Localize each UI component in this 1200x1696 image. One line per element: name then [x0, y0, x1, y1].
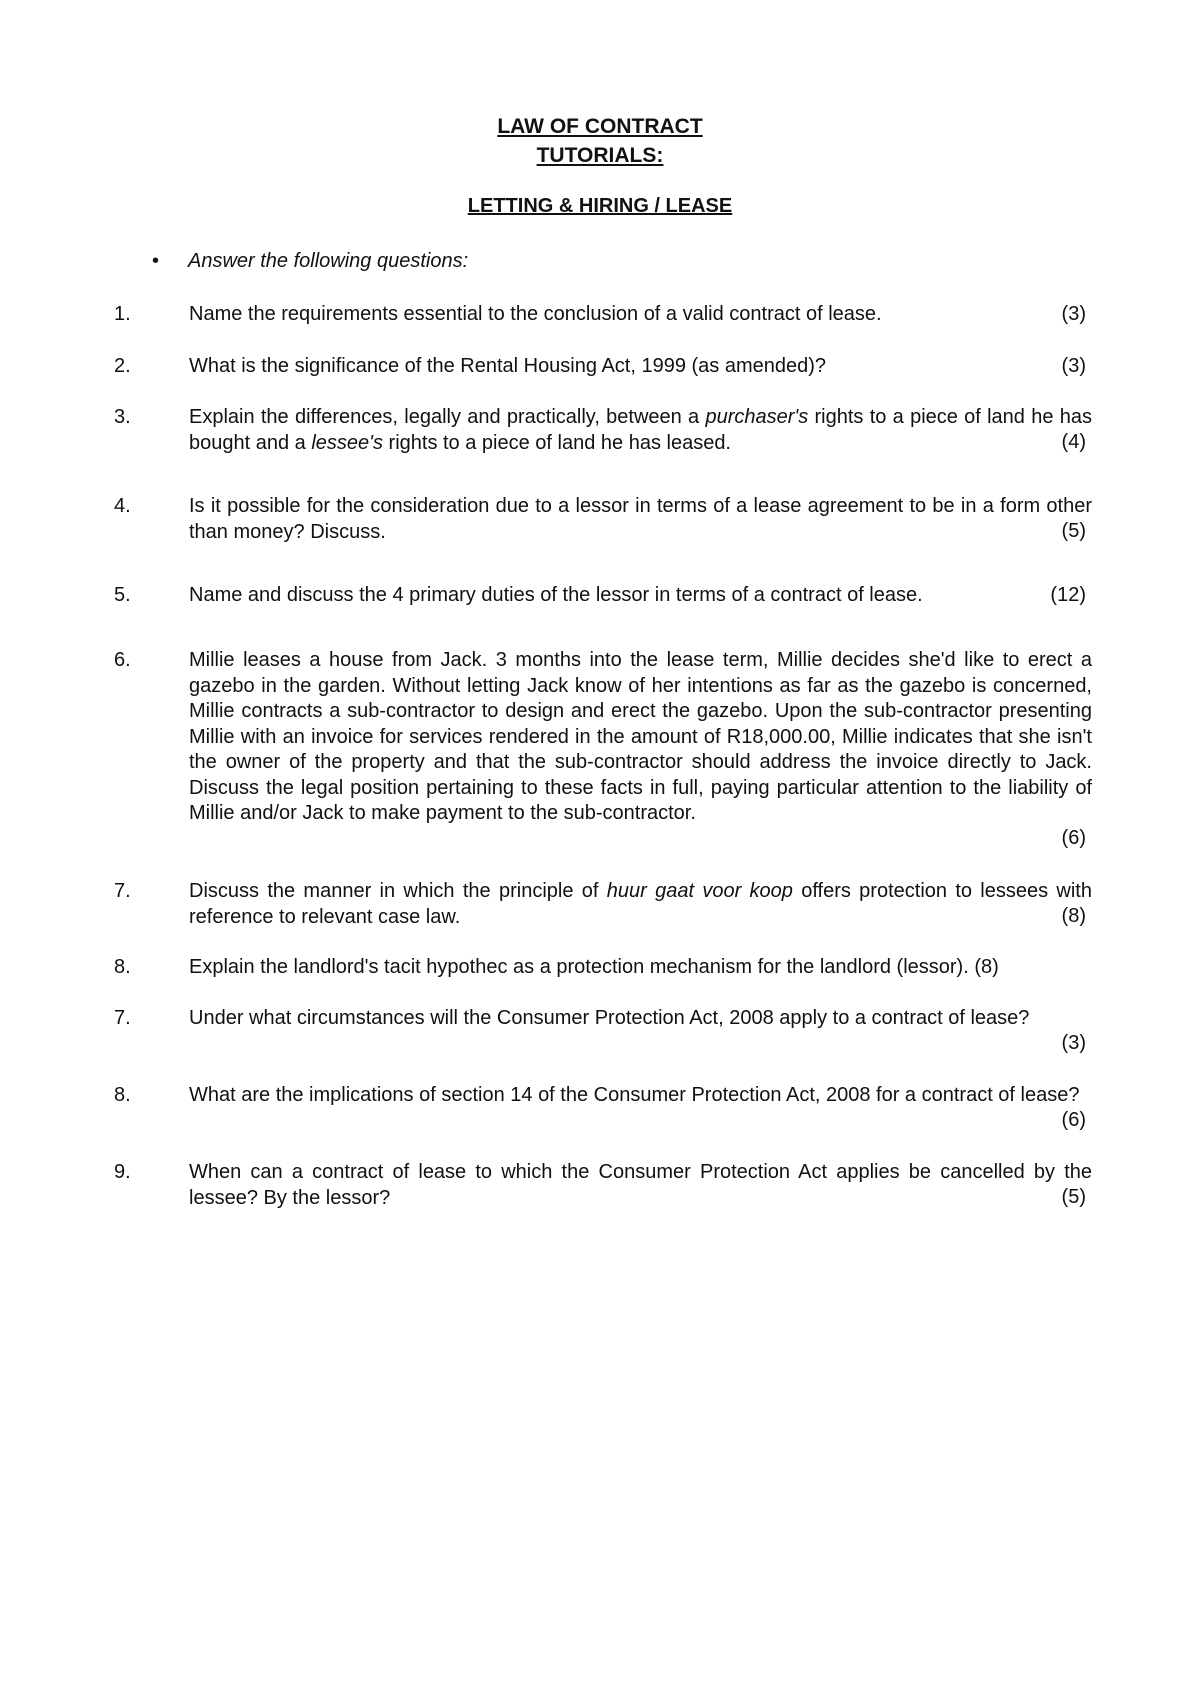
question-number: 4.	[114, 495, 131, 517]
question-number: 2.	[114, 355, 131, 377]
question-8	[114, 955, 1092, 981]
emphasis-huur-gaat-voor-koop: huur gaat voor koop	[606, 880, 793, 902]
question-text: Is it possible for the consideration due to a lessor in terms of a lease agreement to be in a form other than money? Discuss.	[189, 495, 1092, 543]
document-subtitle: TUTORIALS:	[536, 144, 664, 167]
question-8b	[114, 1083, 1092, 1131]
question-number: 7.	[114, 880, 131, 902]
question-2	[114, 354, 1092, 380]
question-number: 5.	[114, 584, 131, 606]
question-marks: (3)	[1061, 355, 1086, 377]
question-number: 3.	[114, 406, 131, 428]
question-number: 8.	[114, 1084, 131, 1106]
question-marks: (6)	[1061, 827, 1086, 849]
question-marks: (8)	[974, 956, 999, 978]
question-text: Discuss the manner in which the principle of huur gaat voor koop offers protection to lessees with reference to relevant case law.	[189, 880, 1092, 928]
question-marks: (3)	[1061, 303, 1086, 325]
emphasis-purchasers: purchaser's	[705, 406, 809, 428]
question-number: 6.	[114, 649, 131, 671]
question-5	[114, 583, 1092, 609]
question-marks: (12)	[1050, 584, 1086, 606]
question-7b	[114, 1006, 1092, 1054]
question-number: 7.	[114, 1007, 131, 1029]
question-marks: (6)	[1061, 1109, 1086, 1131]
question-text: Millie leases a house from Jack. 3 months into the lease term, Millie decides she'd like to erect a gazebo in the garden. Without letting Jack know of her intentions as far as the gazebo is concerned, Millie contracts a sub-contractor to design and erect the gazebo. Upon the sub-contractor presenting Millie with an invoice for services rendered in the amount of R18,000.00, Millie indicates that she isn't the owner of the property and that the sub-contractor should address the invoice directly to Jack. Discuss the legal position pertaining to these facts in full, paying particular attention to the liability of Millie and/or Jack to make payment to the sub-contractor.	[189, 649, 1092, 824]
question-text: Name and discuss the 4 primary duties of the lessor in terms of a contract of lease.	[189, 584, 923, 606]
question-marks: (5)	[1061, 520, 1086, 542]
question-text: Explain the landlord's tacit hypothec as a protection mechanism for the landlord (lessor).	[189, 956, 969, 978]
question-text: When can a contract of lease to which the Consumer Protection Act applies be cancelled by the lessee? By the lessor?	[189, 1161, 1092, 1209]
question-4	[114, 494, 1092, 545]
question-7	[114, 879, 1092, 930]
question-9	[114, 1160, 1092, 1211]
question-text: What is the significance of the Rental Housing Act, 1999 (as amended)?	[189, 355, 827, 377]
question-number: 1.	[114, 303, 131, 325]
question-number: 9.	[114, 1161, 131, 1183]
question-marks: (8)	[1061, 905, 1086, 927]
instruction-text: Answer the following questions:	[188, 250, 469, 272]
question-1	[114, 302, 1092, 328]
question-marks: (4)	[1061, 431, 1086, 453]
document-title: LAW OF CONTRACT	[497, 115, 703, 138]
question-marks: (5)	[1061, 1186, 1086, 1208]
question-text: Explain the differences, legally and practically, between a purchaser's rights to a piece of land he has bought and a lessee's rights to a piece of land he has leased.	[189, 406, 1092, 454]
question-text: What are the implications of section 14 of the Consumer Protection Act, 2008 for a contract of lease?	[189, 1084, 1080, 1106]
question-text: Name the requirements essential to the conclusion of a valid contract of lease.	[189, 303, 882, 325]
section-heading: LETTING & HIRING / LEASE	[467, 195, 733, 217]
question-6	[114, 648, 1092, 849]
instruction	[152, 250, 468, 273]
emphasis-lessees: lessee's	[311, 431, 383, 454]
bullet-icon: •	[152, 250, 160, 272]
question-text: Under what circumstances will the Consumer Protection Act, 2008 apply to a contract of lease?	[189, 1007, 1030, 1029]
question-3	[114, 405, 1092, 456]
question-marks: (3)	[1061, 1032, 1086, 1054]
question-number: 8.	[114, 956, 131, 978]
